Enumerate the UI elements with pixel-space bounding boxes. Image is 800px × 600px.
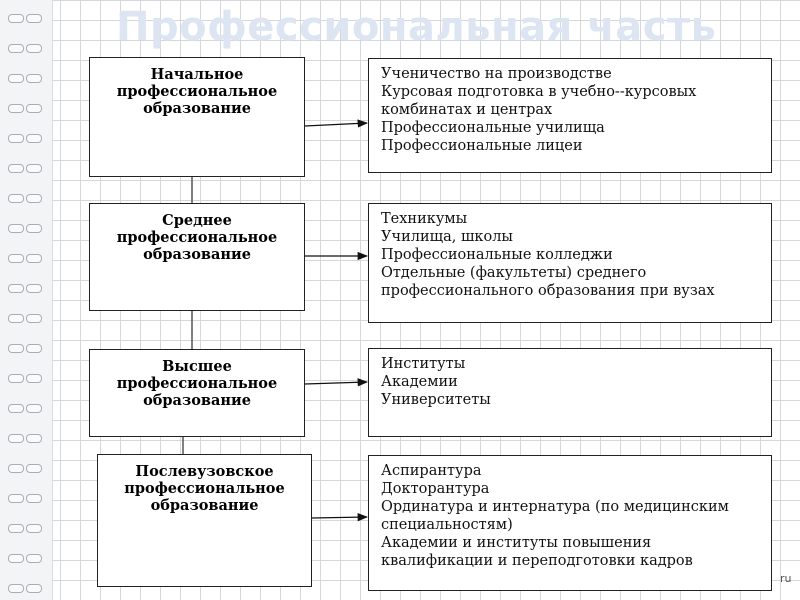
level-box xyxy=(89,57,305,177)
level-label: Начальное профессиональное образование xyxy=(116,66,278,117)
details-box xyxy=(368,58,772,173)
watermark-text: ru xyxy=(780,572,792,585)
arrow-connector xyxy=(305,382,367,384)
list-item: Профессиональные лицеи xyxy=(381,138,583,154)
list-item: Профессиональные колледжи xyxy=(381,247,613,263)
list-item: Техникумы xyxy=(381,211,468,227)
level-label: Высшее профессиональное образование xyxy=(116,358,278,409)
arrow-connector xyxy=(312,517,367,518)
list-item: Университеты xyxy=(381,392,491,408)
level-label: Послевузовское профессиональное образование xyxy=(124,463,285,514)
list-item: Училища, школы xyxy=(381,229,513,245)
list-item: Академии xyxy=(381,374,458,390)
slide-title: Профессиональная часть xyxy=(116,4,717,50)
details-box xyxy=(368,203,772,323)
details-list xyxy=(381,65,763,155)
details-box xyxy=(368,348,772,437)
list-item: Академии и институты повышения квалификации и переподготовки кадров xyxy=(381,535,693,569)
list-item: Ординатура и интернатура (по медицинским специальностям) xyxy=(381,499,729,533)
list-item: Профессиональные училища xyxy=(381,120,605,136)
list-item: Отдельные (факультеты) среднего профессионального образования при вузах xyxy=(381,265,715,299)
level-box xyxy=(97,454,312,587)
arrow-connector xyxy=(305,123,367,126)
list-item: Ученичество на производстве xyxy=(381,66,612,82)
level-box xyxy=(89,203,305,311)
details-list xyxy=(381,355,763,409)
list-item: Курсовая подготовка в учебно--курсовых комбинатах и центрах xyxy=(381,84,697,118)
list-item: Аспирантура xyxy=(381,463,482,479)
level-label: Среднее профессиональное образование xyxy=(116,212,278,263)
list-item: Докторантура xyxy=(381,481,490,497)
details-box xyxy=(368,455,772,591)
list-item: Институты xyxy=(381,356,466,372)
details-list xyxy=(381,462,763,570)
level-box xyxy=(89,349,305,437)
details-list xyxy=(381,210,763,300)
